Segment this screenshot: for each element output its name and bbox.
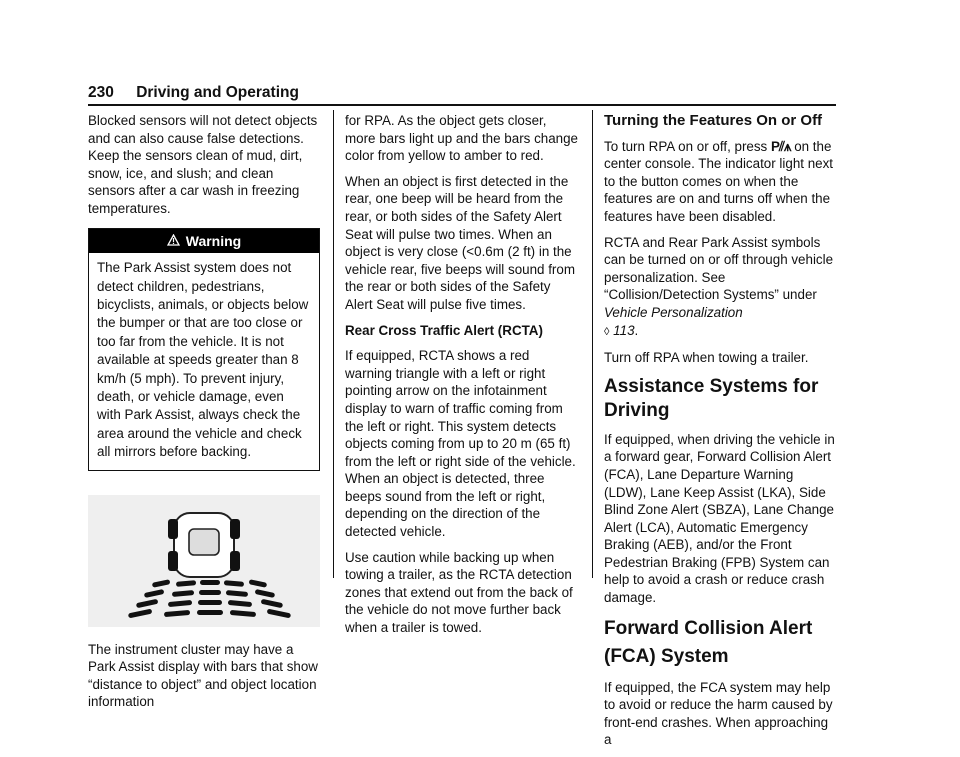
col3-paragraph-4: If equipped, when driving the vehicle in a forward gear, Forward Collision Alert (FCA), Lane Departure Warning (LDW), Lane Keep Assist (LKA), Side Blind Zone Alert (SBZA), Lane Change Alert (LCA), Automatic Emergency Braking (AEB), and/or the Front Pedestrian Braking (FPB) System can help to avoid a crash or reduce crash damage. [604,431,835,606]
p2-pre: RCTA and Rear Park Assist symbols can be turned on or off through vehicle personalization. See “Collision/Detection Systems” under [604,234,834,303]
vehicle-personalization-link[interactable]: Vehicle Personalization [604,304,743,320]
p2-end: . [634,322,639,338]
column-3 [604,112,836,757]
park-assist-display-icon [88,495,320,627]
section-title: Driving and Operating [136,84,299,101]
col3-paragraph-3: Turn off RPA when towing a trailer. [604,350,809,366]
col2-paragraph-2: When an object is first detected in the rear, one beep will be heard from the rear, or both sides of the Safety Alert Seat will pulse two times. When an object is very close (<0.6m (2 ft) in the vehicle rear, five beeps will sound from the rear or both sides of the Safety Alert Seat will pulse five times. [345,173,575,312]
header-rule [88,104,836,106]
after-figure-paragraph: The instrument cluster may have a Park Assist display with bars that show “distance to object” and object location information [88,641,318,710]
park-assist-figure [88,495,320,627]
park-assist-button-icon: P⫽⩚ [770,138,791,154]
rcta-subheading: Rear Cross Traffic Alert (RCTA) [345,322,543,338]
column-divider-1 [333,110,334,578]
p1-pre: To turn RPA on or off, press [604,138,768,154]
warning-triangle-icon [167,233,180,251]
intro-paragraph: Blocked sensors will not detect objects and can also cause false detections. Keep the sensors clean of mud, dirt, snow, ice, and slush; and clean sensors after a car wash in freezing temperatures. [88,113,318,216]
col2-paragraph-3: If equipped, RCTA shows a red warning triangle with a left or right pointing arrow on the infotainment display to warn of traffic coming from the left or right. This system detects objects coming from up to 20 m (65 ft) from the left or right side of the vehicle. When an object is detected, three beeps sound from the left or right, depending on the direction of the detected vehicle. [345,348,576,540]
page-ref-number[interactable]: 113 [613,322,635,338]
col2-paragraph-4: Use caution while backing up when towing a trailer, as the RCTA detection zones that extend out from the back of the vehicle do not move further back when a trailer is towed. [345,549,573,636]
col2-paragraph-1: for RPA. As the object gets closer, more bars light up and the bars change color from yellow to amber to red. [345,113,578,164]
warning-box [88,228,320,471]
fca-heading: Forward Collision Alert (FCA) System [604,617,813,667]
p1-post: on the center console. The indicator light next to the button comes on when the features are on and turns off when the features have been disabled. [604,138,834,224]
assistance-systems-heading: Assistance Systems for Driving [604,375,819,421]
col3-paragraph-5: If equipped, the FCA system may help to avoid or reduce the harm caused by front-end crashes. When approaching a [604,679,833,748]
col3-paragraph-1 [604,138,836,226]
column-divider-2 [592,110,593,578]
column-2 [345,112,579,645]
page-header [88,84,299,102]
col3-paragraph-2 [604,234,836,342]
page-number: 230 [88,84,114,101]
warning-title: Warning [185,232,242,249]
page-ref-arrow-icon: ◊ [604,325,610,338]
warning-header [89,229,319,254]
column-1 [88,112,320,719]
warning-body: The Park Assist system does not detect children, pedestrians, bicyclists, animals, or objects below the bumper or that are too close or too far from the vehicle. It is not available at speeds greater than 8 km/h (5 mph). To prevent injury, death, or vehicle damage, even with Park Assist, always check the area around the vehicle and check all mirrors before backing. [97,260,309,460]
features-heading: Turning the Features On or Off [604,112,823,129]
